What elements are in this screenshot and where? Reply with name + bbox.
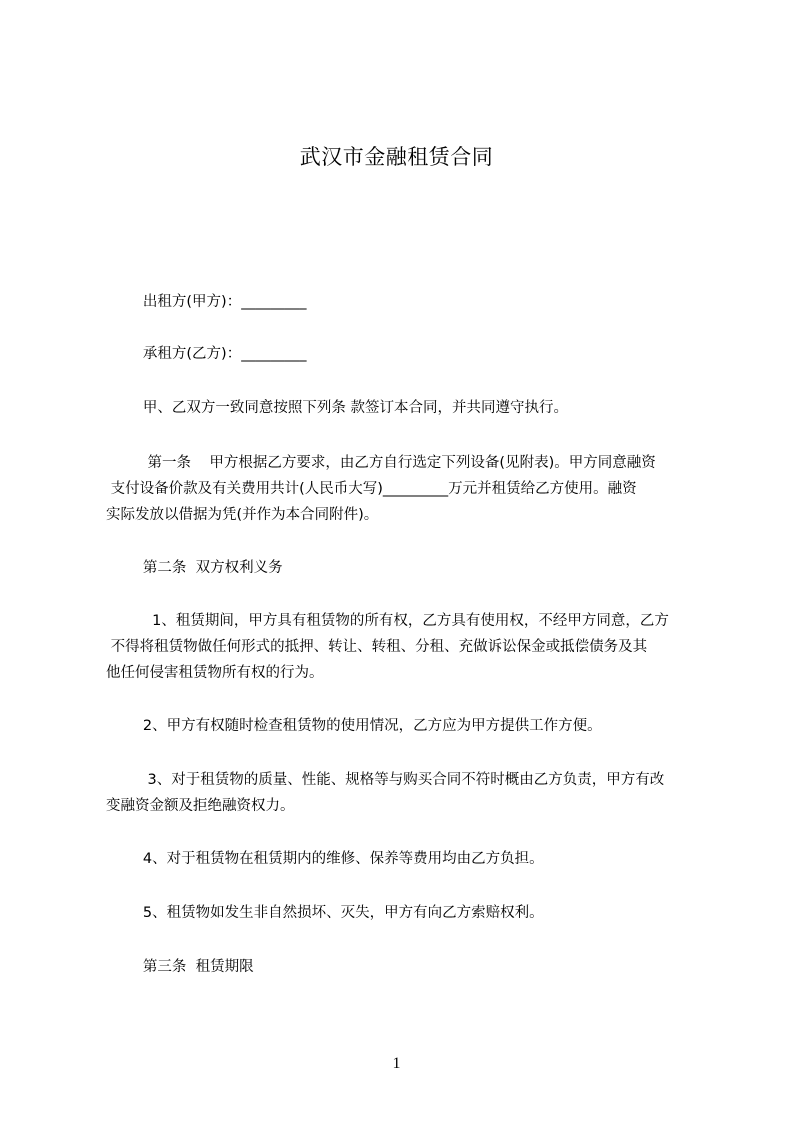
agreement-intro: 甲、乙双方一致同意按照下列条 款签订本合同，并共同遵守执行。 bbox=[106, 400, 568, 416]
lessee-line: 承租方(乙方)：_________ bbox=[106, 346, 307, 362]
article-2-clause-1: 1、租赁期间，甲方具有租赁物的所有权，乙方具有使用权，不经甲方同意，乙方 不得将租赁物做任何形式的抵押、转让、转租、分租、充做诉讼保金或抵偿债务及其 他任何侵害租赁物所有权的行为。 bbox=[106, 613, 669, 681]
lessor-line: 出租方(甲方)：_________ bbox=[106, 294, 307, 310]
article-3-heading: 第三条 租赁期限 bbox=[106, 959, 254, 975]
article-2-clause-5: 5、租赁物如发生非自然损坏、灭失，甲方有向乙方索赔权利。 bbox=[106, 905, 544, 921]
article-2-heading: 第二条 双方权利义务 bbox=[106, 560, 283, 576]
document-title: 武汉市金融租赁合同 bbox=[299, 145, 494, 169]
page-number: 1 bbox=[392, 1055, 401, 1072]
article-2-clause-2: 2、甲方有权随时检查租赁物的使用情况，乙方应为甲方提供工作方便。 bbox=[106, 718, 602, 734]
article-2-clause-4: 4、对于租赁物在租赁期内的维修、保养等费用均由乙方负担。 bbox=[106, 851, 544, 867]
article-1: 第一条 甲方根据乙方要求，由乙方自行选定下列设备(见附表)。甲方同意融资 支付设备价款及有关费用共计(人民币大写)_________万元并租赁给乙方使用。融资 实际发放以借据为凭(并作为本合同附件)。 bbox=[106, 455, 656, 523]
article-2-clause-3: 3、对于租赁物的质量、性能、规格等与购买合同不符时概由乙方负责，甲方有改 变融资金额及拒绝融资权力。 bbox=[106, 772, 665, 814]
